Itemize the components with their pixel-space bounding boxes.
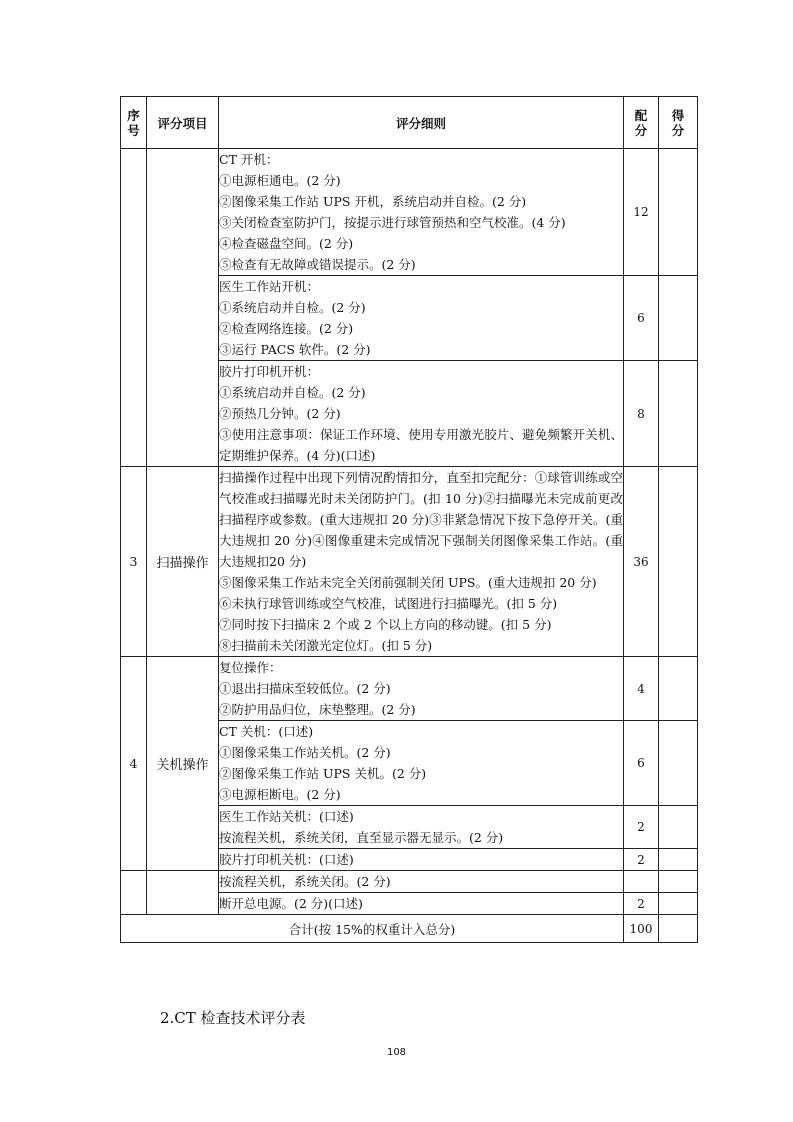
detail-line-2: ②防护用品归位，床垫整理。(2 分) [219, 702, 416, 717]
header-row [121, 97, 698, 149]
cell-points-ct-start: 12 [624, 149, 659, 276]
final-a-text: 按流程关机，系统关闭。(2 分) [219, 874, 391, 889]
header-detail: 评分细则 [219, 97, 624, 149]
cell-points-reset: 4 [624, 657, 659, 721]
cell-detail-doctor-start [219, 276, 624, 361]
table-row-final-a [121, 871, 698, 893]
cell-detail-printer-start [219, 361, 624, 467]
header-points-text: 配 分 [634, 107, 648, 138]
cell-score-final-a [659, 871, 698, 893]
table-row-scan [121, 467, 698, 657]
cell-detail-doctor-off [219, 806, 624, 849]
detail-line-1: ①退出扫描床至较低位。(2 分) [219, 681, 391, 696]
scan-intro: 扫描操作过程中出现下列情况酌情扣分，直至扣完配分：①球管训练或空气校准或扫描曝光时未关闭防护门。(扣 10 分)②扫描曝光未完成前更改扫描程序或参数。(重大违规扣 20 分)③非紧急情况下按下急停开关。(重大违规扣 20 分)④图像重建未完成情况下强制关闭图像采集工作站。(重大违规扣20 分) [219, 470, 623, 569]
cell-seq-final [121, 871, 147, 915]
detail-line-0: CT 开机： [219, 152, 279, 167]
detail-line-2: ②图像采集工作站 UPS 开机，系统启动并自检。(2 分) [219, 194, 527, 209]
cell-points-doctor-off: 2 [624, 806, 659, 849]
final-b-text: 断开总电源。(2 分)(口述) [219, 896, 363, 911]
cell-score-ct-start [659, 149, 698, 276]
header-score [659, 97, 698, 149]
detail-line-1: ①图像采集工作站关机。(2 分) [219, 745, 391, 760]
printer-start-line-2: ②预热几分钟。(2 分) [219, 406, 341, 421]
section-caption: 2.CT 检查技术评分表 [160, 1009, 306, 1027]
cell-seq-startup [121, 149, 147, 467]
table-row-total [121, 915, 698, 943]
cell-seq-scan: 3 [121, 467, 147, 657]
header-points [624, 97, 659, 149]
cell-item-shutdown: 关机操作 [147, 657, 219, 871]
cell-detail-ct-start [219, 149, 624, 276]
cell-points-scan: 36 [624, 467, 659, 657]
header-score-text: 得 分 [671, 107, 685, 138]
scan-line-6: ⑥未执行球管训练或空气校准，试图进行扫描曝光。(扣 5 分) [219, 596, 558, 611]
detail-line-3: ③关闭检查室防护门，按提示进行球管预热和空气校准。(4 分) [219, 215, 566, 230]
cell-detail-printer-off [219, 849, 624, 871]
cell-detail-scan [219, 467, 624, 657]
header-seq [121, 97, 147, 149]
detail-line-2: ②检查网络连接。(2 分) [219, 321, 354, 336]
cell-score-doctor-start [659, 276, 698, 361]
cell-item-startup [147, 149, 219, 467]
scoring-table [120, 96, 698, 943]
header-seq-text: 序 号 [127, 107, 140, 138]
cell-item-final [147, 871, 219, 915]
table-row-startup-ct [121, 149, 698, 276]
cell-seq-shutdown: 4 [121, 657, 147, 871]
cell-score-ct-off [659, 721, 698, 806]
scan-line-7: ⑦同时按下扫描床 2 个或 2 个以上方向的移动键。(扣 5 分) [219, 617, 552, 632]
detail-line-5: ⑤检查有无故障或错误提示。(2 分) [219, 257, 416, 272]
cell-score-scan [659, 467, 698, 657]
cell-detail-final-b [219, 893, 624, 915]
detail-line-0: 复位操作： [219, 660, 282, 675]
cell-score-final-b [659, 893, 698, 915]
table-row-shutdown-reset [121, 657, 698, 721]
detail-line-1: ①系统启动并自检。(2 分) [219, 300, 366, 315]
cell-score-doctor-off [659, 806, 698, 849]
cell-score-printer-start [659, 361, 698, 467]
detail-line-1: 按流程关机，系统关闭，直至显示器无显示。(2 分) [219, 830, 504, 845]
printer-start-line-1: ①系统启动并自检。(2 分) [219, 385, 366, 400]
printer-start-title: 胶片打印机开机： [219, 364, 320, 379]
detail-line-1: ①电源柜通电。(2 分) [219, 173, 341, 188]
detail-line-0: 医生工作站开机： [219, 279, 320, 294]
cell-detail-final-a [219, 871, 624, 893]
total-label: 合计(按 15%的权重计入总分) [121, 915, 624, 943]
cell-item-scan: 扫描操作 [147, 467, 219, 657]
page-number: 108 [386, 1047, 407, 1058]
cell-points-final-a [624, 871, 659, 893]
detail-line-3: ③运行 PACS 软件。(2 分) [219, 342, 371, 357]
cell-detail-reset [219, 657, 624, 721]
detail-line-4: ④检查磁盘空间。(2 分) [219, 236, 354, 251]
cell-detail-ct-off [219, 721, 624, 806]
detail-line-0: 医生工作站关机：(口述) [219, 809, 354, 824]
total-score [659, 915, 698, 943]
detail-line-0: 胶片打印机关机：(口述) [219, 852, 354, 867]
cell-score-printer-off [659, 849, 698, 871]
scan-line-8: ⑧扫描前未关闭激光定位灯。(扣 5 分) [219, 638, 433, 653]
cell-points-doctor-start: 6 [624, 276, 659, 361]
detail-line-3: ③电源柜断电。(2 分) [219, 787, 341, 802]
detail-line-0: CT 关机：(口述) [219, 724, 314, 739]
cell-points-printer-start: 8 [624, 361, 659, 467]
cell-points-printer-off: 2 [624, 849, 659, 871]
total-points: 100 [624, 915, 659, 943]
printer-start-line-3: ③使用注意事项：保证工作环境、使用专用激光胶片、避免频繁开关机、定期维护保养。(4 分)(口述) [219, 427, 623, 463]
detail-line-2: ②图像采集工作站 UPS 关机。(2 分) [219, 766, 427, 781]
cell-score-reset [659, 657, 698, 721]
header-item: 评分项目 [147, 97, 219, 149]
cell-points-ct-off: 6 [624, 721, 659, 806]
cell-points-final-b: 2 [624, 893, 659, 915]
scan-line-5: ⑤图像采集工作站未完全关闭前强制关闭 UPS。(重大违规扣 20 分) [219, 575, 597, 590]
